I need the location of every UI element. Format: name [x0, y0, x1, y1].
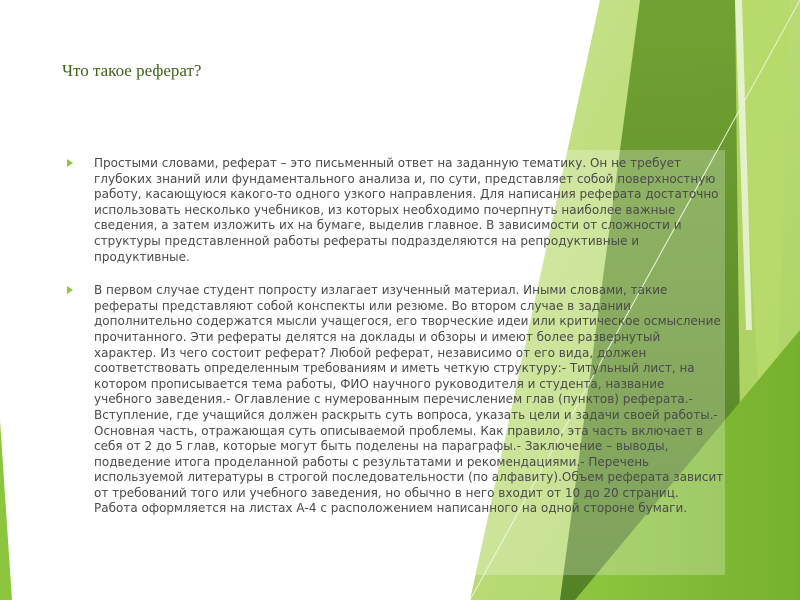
slide-title: Что такое реферат? — [62, 61, 202, 80]
bullet-triangle-icon — [67, 159, 73, 167]
bullet-triangle-icon — [67, 286, 73, 294]
bullet-text: Простыми словами, реферат – это письменный ответ на заданную тематику. Он не требует глубоких знаний или фундаментального анализа и, по сути, представляет собой поверхностную работу, касающуюся какого-то одного узкого направления. Для написания реферата достаточно использовать несколько учебников, из которых необходимо почерпнуть наиболее важные сведения, а затем изложить их на бумаге, выделив главное. В зависимости от сложности и структуры представленной работы рефераты подразделяются на репродуктивные и продуктивные. — [94, 156, 719, 264]
bullet-text: В первом случае студент попросту излагает изученный материал. Иными словами, такие рефераты представляют собой конспекты или резюме. Во втором случае в задании дополнительно содержатся мысли учащегося, его творческие идеи или критическое осмысление прочитанного. Эти рефераты делятся на доклады и обзоры и имеют более развернутый характер. Из чего состоит реферат? Любой реферат, независимо от его вида, должен соответствовать определенным требованиям и иметь четкую структуру:- Титульный лист, на котором прописывается тема работы, ФИО научного руководителя и студента, название учебного заведения.- Оглавление с нумерованным перечислением глав (пунктов) реферата.- Вступление, где учащийся должен раскрыть суть вопроса, указать цели и задачи своей работы.- Основная часть, отражающая суть описываемой проблемы. Как правило, эта часть включает в себя от 2 до 5 глав, которые могут быть поделены на параграфы.- Заключение – выводы, подведение итога проделанной работы с результатами и рекомендациями.- Перечень используемой литературы в строгой последовательности (по алфавиту).Объем реферата зависит от требований того или учебного заведения, но обычно в него входит от 10 до 20 страниц. Работа оформляется на листах А-4 с расположением написанного на одной стороне бумаги. — [94, 283, 724, 516]
bullet-item — [94, 283, 724, 517]
bullet-list — [94, 156, 724, 535]
bullet-item — [94, 156, 724, 265]
left-accent-shape — [0, 420, 12, 600]
